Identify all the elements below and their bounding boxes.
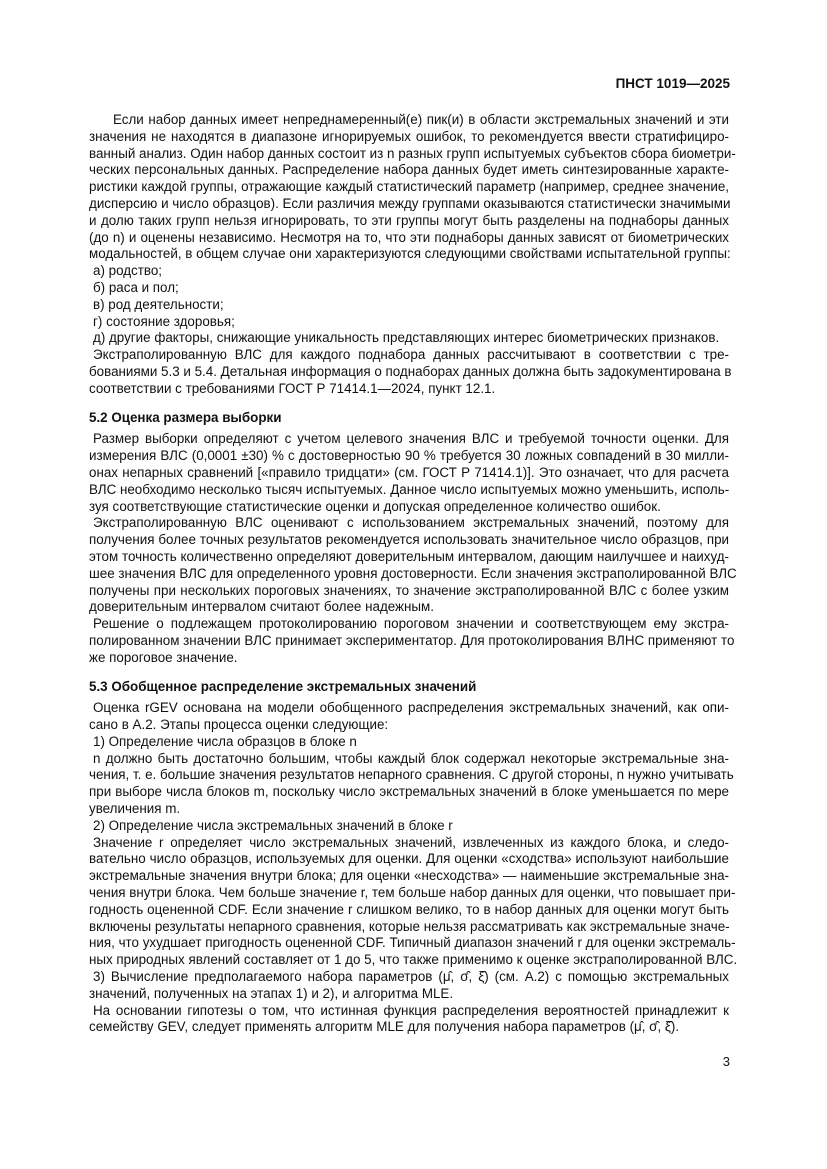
page-number: 3: [722, 1054, 730, 1069]
text-line: Размер выборки определяют с учетом целевого значения ВЛС и требуемой точности оценки. Для: [93, 431, 729, 447]
step-1-title: 1) Определение числа образцов в блоке n: [93, 733, 357, 749]
paragraph-extrapolated-estimate: [89, 515, 737, 616]
text-line: получения более точных результатов рекомендуется использовать значительное число образцов, при: [89, 532, 729, 548]
text-line: при выборе числа блоков m, поскольку число экстремальных значений в блоке уменьшается по мере: [89, 784, 729, 800]
text-line: ристики каждой группы, отражающие каждый статистический параметр (например, среднее значение,: [89, 179, 729, 195]
text-line: вательно число образцов, используемых для оценки. Для оценки «сходства» используют наибольшие: [89, 851, 729, 867]
text-line: ВЛС необходимо несколько тысяч испытуемых. Данное число испытуемых можно уменьшить, исполь-: [89, 481, 730, 497]
section-heading-5-2: 5.2 Оценка размера выборки: [89, 409, 282, 425]
text-line: шее значения ВЛС для определенного уровня достоверности. Если значения экстраполированной ВЛС: [89, 565, 737, 581]
text-line: онах непарных сравнений [«правило тридцати» (см. ГОСТ Р 71414.1)]. Это означает, что для расчета: [89, 464, 729, 480]
paragraph-extreme-count: [89, 834, 738, 969]
text-line: (до n) и оценены независимо. Несмотря на то, что эти поднаборы данных зависят от биометрических: [89, 229, 729, 245]
text-line: измерения ВЛС (0,0001 ±30) % с достоверностью 90 % требуется 30 ложных совпадений в 30 милли-: [89, 448, 729, 464]
paragraph-threshold-decision: [89, 616, 735, 666]
text-line: полированном значении ВЛС принимает экспериментатор. Для протоколирования ВЛНС применяют то: [89, 632, 735, 648]
paragraph-sample-size: [89, 431, 729, 515]
text-line: включены результаты непарного сравнения, которые нельзя рассматривать как экстремальные значе-: [89, 918, 730, 934]
document-body: [89, 112, 738, 1036]
text-line: На основании гипотезы о том, что истинная функция распределения вероятностей принадлежит к: [93, 1002, 729, 1018]
text-line: значения не находятся в диапазоне игнорируемых ошибок, то рекомендуется ввести стратифициро-: [89, 128, 729, 144]
text-line: и долю таких групп нельзя игнорировать, то эти группы могут быть разделены на поднаборы данных: [89, 212, 729, 228]
text-line: чения, т. е. большие значения результатов непарного сравнения. С другой стороны, n нужно учитывать: [89, 767, 734, 783]
properties-list: [89, 263, 729, 347]
list-item: д) другие факторы, снижающие уникальность представляющих интерес биометрических признаков.: [93, 330, 720, 346]
text-line: получены при нескольких пороговых значениях, то значение экстраполированной ВЛС с более узким: [89, 582, 729, 598]
text-line: зуя соответствующие статистические оценки и допуская определенное количество ошибок.: [89, 498, 661, 514]
text-line: же пороговое значение.: [89, 649, 238, 665]
paragraph-stratified-analysis: [89, 112, 736, 263]
text-line: Если набор данных имеет непреднамеренный(е) пик(и) в области экстремальных значений и эти: [113, 112, 729, 127]
text-line: соответствии с требованиями ГОСТ Р 71414.1—2024, пункт 12.1.: [89, 380, 496, 396]
paragraph-gev-hypothesis: [89, 1003, 729, 1037]
text-line: ческих персональных данных. Распределение набора данных будет иметь синтезированные характе-: [89, 162, 729, 178]
text-line: экстремальные значения внутри блока; для оценки «несходства» — наименьшие экстремальные зна-: [89, 868, 729, 884]
text-line: Значение r определяет число экстремальных значений, извлеченных из каждого блока, и следо-: [93, 834, 729, 850]
text-line: чения внутри блока. Чем больше значение r, тем больше набор данных для оценки, что повышает при-: [89, 885, 736, 901]
step-2-title: 2) Определение числа экстремальных значений в блоке r: [93, 817, 453, 833]
text-line: ванный анализ. Один набор данных состоит из n разных групп испытуемых субъектов сбора биометри-: [89, 145, 736, 161]
document-code: ПНСТ 1019—2025: [615, 76, 730, 91]
text-line: Экстраполированную ВЛС оценивают с использованием экстремальных значений, поэтому для: [93, 515, 729, 531]
text-line: модальностей, в общем случае они характеризуются следующими свойствами испытательной группы:: [89, 246, 731, 262]
text-line: n должно быть достаточно большим, чтобы каждый блок содержал некоторые экстремальные зна-: [93, 750, 729, 766]
paragraph-subset-requirements: [89, 347, 732, 397]
paragraph-parameter-estimation: [89, 969, 729, 1003]
text-line: дисперсию и число образцов). Если различия между группами оказываются статистически значимыми: [89, 195, 731, 211]
text-line: Решение о подлежащем протоколированию пороговом значении и соответствующем ему экстра-: [93, 616, 729, 632]
text-line: значений, полученных на этапах 1) и 2), и алгоритма MLE.: [89, 985, 454, 1001]
text-line: ния, что ухудшает пригодность оцененной CDF. Типичный диапазон значений r для оценки экстремаль-: [89, 935, 736, 951]
list-item: г) состояние здоровья;: [93, 313, 235, 329]
paragraph-block-size: [89, 750, 734, 818]
text-line: Экстраполированную ВЛС для каждого поднабора данных рассчитывают в соответствии с тре-: [93, 347, 729, 363]
text-line: семейству GEV, следует применять алгоритм MLE для получения набора параметров (μ̂, σ̂, ξ̂).: [89, 1019, 680, 1035]
text-line: бованиями 5.3 и 5.4. Детальная информация о поднаборах данных должна быть задокументирована в: [89, 363, 732, 379]
text-line: сано в А.2. Этапы процесса оценки следующие:: [89, 717, 389, 733]
text-line: 3) Вычисление предполагаемого набора параметров (μ̂, σ̂, ξ̂) (см. А.2) с помощью экстремальных: [93, 969, 729, 985]
list-item: а) родство;: [93, 263, 162, 279]
list-item: в) род деятельности;: [93, 296, 224, 312]
text-line: доверительным интервалом считают более надежным.: [89, 599, 434, 615]
text-line: этом точность количественно определяют доверительным интервалом, дающим наилучшее и наихуд-: [89, 548, 729, 564]
section-heading-5-3: 5.3 Обобщенное распределение экстремальных значений: [89, 678, 477, 694]
text-line: Оценка rGEV основана на модели обобщенного распределения экстремальных значений, как опи-: [93, 700, 729, 716]
paragraph-rgev-intro: [89, 700, 729, 734]
text-line: увеличения m.: [89, 801, 181, 817]
list-item: б) раса и пол;: [93, 279, 179, 295]
text-line: годность оцененной CDF. Если значение r слишком велико, то в набор данных для оценки могут быть: [89, 901, 729, 917]
text-line: ных природных явлений составляет от 1 до 5, что также применимо к оценке экстраполированной ВЛС.: [89, 952, 738, 968]
